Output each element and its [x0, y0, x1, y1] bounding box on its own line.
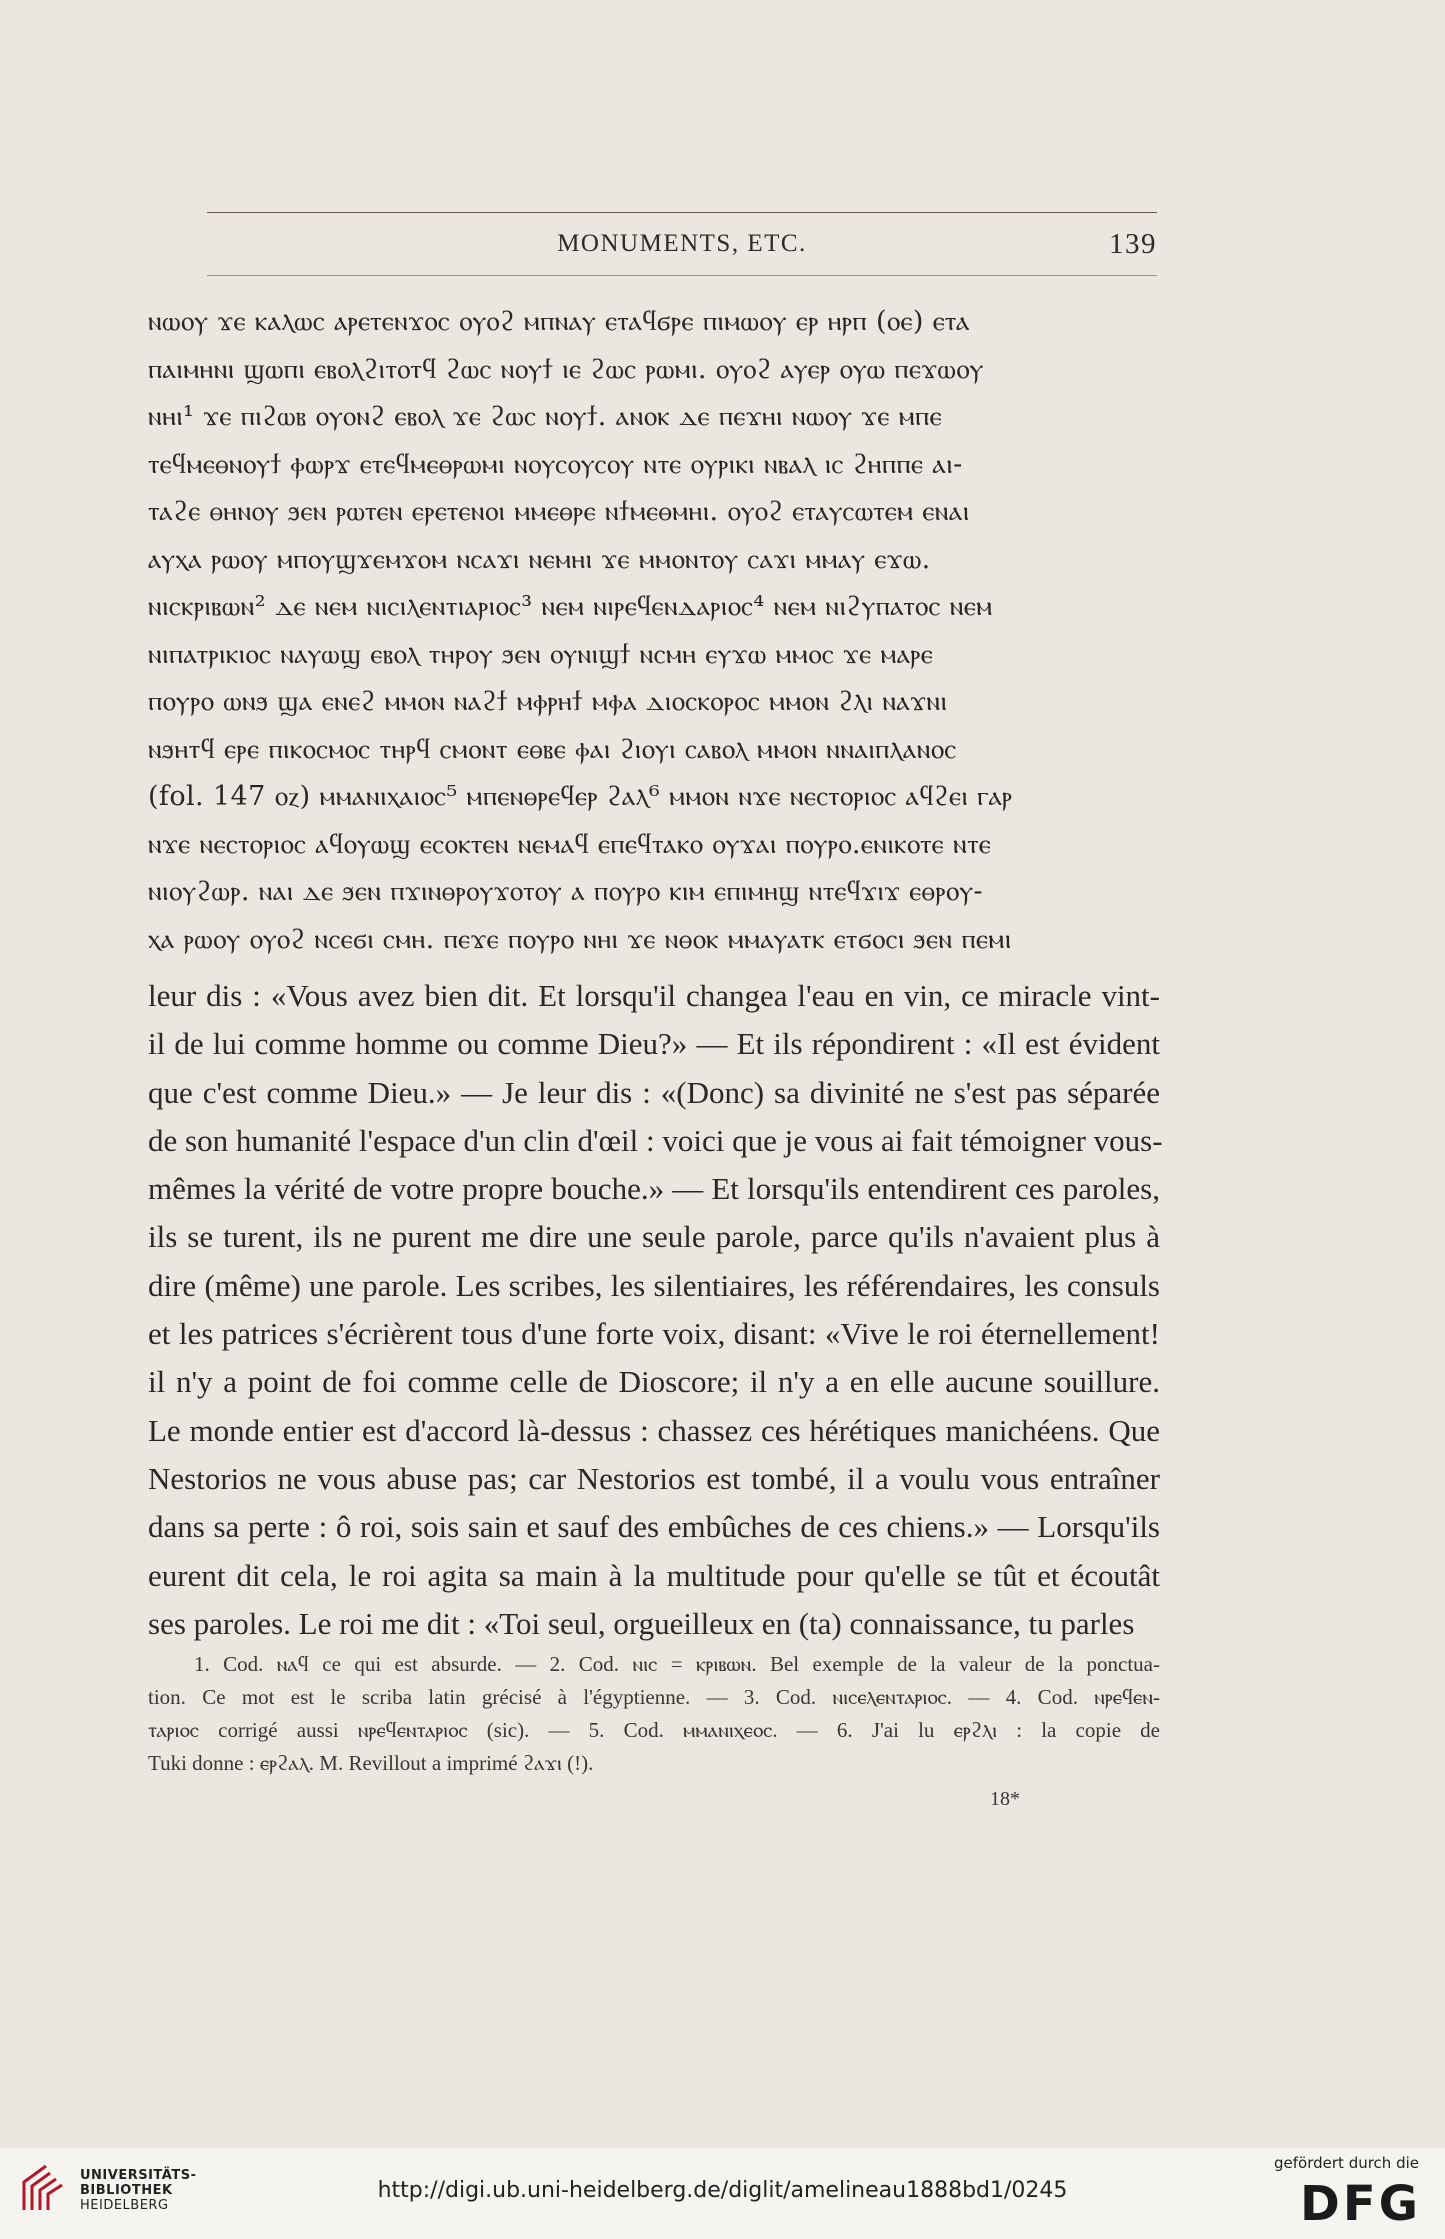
- translation-line: il de lui comme homme ou comme Dieu?» — Et ils répondirent : «Il est évident: [148, 1026, 1160, 1062]
- footnotes-block: [148, 1648, 1160, 1780]
- translation-line: eurent dit cela, le roi agita sa main à la multitude pour qu'elle se tût et écoutât: [148, 1557, 1160, 1593]
- footnote-line: 1. Cod. ⲛⲁϥ ce qui est absurde. — 2. Cod. ⲛⲓⲥ = ⲕⲣⲓⲃⲱⲛ. Bel exemple de la valeur de la ponctua-: [194, 1652, 1160, 1676]
- page-number: 139: [1109, 228, 1157, 260]
- translation-line: et les patrices s'écrièrent tous d'une forte voix, disant: «Vive le roi éternellement!: [148, 1316, 1160, 1352]
- digitization-footer: [0, 2148, 1445, 2239]
- permalink-url[interactable]: http://digi.ub.uni-heidelberg.de/diglit/amelineau1888bd1/0245: [377, 2178, 1068, 2203]
- coptic-line: ⲛⲓⲥⲕⲣⲓⲃⲱⲛ² ⲇⲉ ⲛⲉⲙ ⲛⲓⲥⲓⲗⲉⲛⲧⲓⲁⲣⲓⲟⲥ³ ⲛⲉⲙ ⲛⲓⲣⲉϥⲉⲛⲇⲁⲣⲓⲟⲥ⁴ ⲛⲉⲙ ⲛⲓϩⲩⲡⲁⲧⲟⲥ ⲛⲉⲙ: [148, 591, 993, 622]
- translation-line: leur dis : «Vous avez bien dit. Et lorsqu'il changea l'eau en vin, ce miracle vint-: [148, 978, 1160, 1013]
- coptic-line: ⲧⲁϩⲉ ⲑⲏⲛⲟⲩ ϧⲉⲛ ⲣⲱⲧⲉⲛ ⲉⲣⲉⲧⲉⲛⲟⲓ ⲙⲙⲉⲑⲣⲉ ⲛϯⲙⲉⲑⲙⲏⲓ. ⲟⲩⲟϩ ⲉⲧⲁⲩⲥⲱⲧⲉⲙ ⲉⲛⲁⲓ: [148, 496, 970, 527]
- library-name-line: HEIDELBERG: [80, 2198, 169, 2213]
- coptic-line: ⲛⲱⲟⲩ ϫⲉ ⲕⲁⲗⲱⲥ ⲁⲣⲉⲧⲉⲛϫⲟⲥ ⲟⲩⲟϩ ⲙⲡⲛⲁⲩ ⲉⲧⲁϥϭⲣⲉ ⲡⲓⲙⲱⲟⲩ ⲉⲣ ⲏⲣⲡ (ⲟⲉ) ⲉⲧⲁ: [148, 306, 970, 337]
- translation-line: dire (même) une parole. Les scribes, les silentiaires, les référendaires, les consuls: [148, 1267, 1160, 1303]
- running-title: MONUMENTS, ETC.: [557, 230, 807, 257]
- coptic-line: ⲛⲓⲡⲁⲧⲣⲓⲕⲓⲟⲥ ⲛⲁⲩⲱϣ ⲉⲃⲟⲗ ⲧⲏⲣⲟⲩ ϧⲉⲛ ⲟⲩⲛⲓϣϯ ⲛⲥⲙⲏ ⲉⲩϫⲱ ⲙⲙⲟⲥ ϫⲉ ⲙⲁⲣⲉ: [148, 638, 934, 670]
- translation-line: ils se turent, ils ne purent me dire une seule parole, parce qu'ils n'avaient plus à: [148, 1219, 1160, 1255]
- running-head: [207, 230, 1157, 266]
- translation-line: Le monde entier est d'accord là-dessus : chassez ces hérétiques manichéens. Que: [148, 1412, 1160, 1448]
- funding-label: gefördert durch die: [1274, 2154, 1419, 2172]
- coptic-line: ⲛⲓⲟⲩϩⲱⲣ. ⲛⲁⲓ ⲇⲉ ϧⲉⲛ ⲡϫⲓⲛⲑⲣⲟⲩϫⲟⲧⲟⲩ ⲁ ⲡⲟⲩⲣⲟ ⲕⲓⲙ ⲉⲡⲓⲙⲏϣ ⲛⲧⲉϥϫⲓϫ ⲉⲑⲣⲟⲩ-: [148, 876, 983, 907]
- footnote-line: Tuki donne : ⲉⲣϩⲁⲗ. M. Revillout a imprimé ϩⲁϫⲓ (!).: [148, 1751, 594, 1775]
- translation-line: mêmes la vérité de votre propre bouche.» — Et lorsqu'ils entendirent ces paroles,: [148, 1171, 1160, 1207]
- coptic-line: ⲡⲁⲓⲙⲏⲛⲓ ϣⲱⲡⲓ ⲉⲃⲟⲗϩⲓⲧⲟⲧϥ ϩⲱⲥ ⲛⲟⲩϯ ⲓⲉ ϩⲱⲥ ⲣⲱⲙⲓ. ⲟⲩⲟϩ ⲁⲩⲉⲣ ⲟⲩⲱ ⲡⲉϫⲱⲟⲩ: [148, 353, 984, 385]
- footnote-line: tion. Ce mot est le scriba latin grécisé à l'égyptienne. — 3. Cod. ⲛⲓⲥⲉⲗⲉⲛⲧⲁⲣⲓⲟⲥ. — 4. Cod. ⲛⲣⲉϥⲉⲛ-: [148, 1685, 1160, 1709]
- french-translation-block: [148, 972, 1163, 1648]
- coptic-text-block: [148, 298, 1158, 963]
- dfg-logo: DFG: [1299, 2176, 1421, 2232]
- translation-line: Nestorios ne vous abuse pas; car Nestorios est tombé, il a voulu vous entraîner: [148, 1460, 1160, 1496]
- translation-line: il n'y a point de foi comme celle de Dioscore; il n'y a en elle aucune souillure.: [148, 1364, 1160, 1400]
- coptic-line: ⲛϫⲉ ⲛⲉⲥⲧⲟⲣⲓⲟⲥ ⲁϥⲟⲩⲱϣ ⲉⲥⲟⲕⲧⲉⲛ ⲛⲉⲙⲁϥ ⲉⲡⲉϥⲧⲁⲕⲟ ⲟⲩϫⲁⲓ ⲡⲟⲩⲣⲟ.ⲉⲛⲓⲕⲟⲧⲉ ⲛⲧⲉ: [148, 828, 992, 860]
- coptic-line: (fol. 147 ⲟⲍ) ⲙⲙⲁⲛⲓⲭⲁⲓⲟⲥ⁵ ⲙⲡⲉⲛⲑⲣⲉϥⲉⲣ ϩⲁⲗ⁶ ⲙⲙⲟⲛ ⲛϫⲉ ⲛⲉⲥⲧⲟⲣⲓⲟⲥ ⲁϥϩⲉⲓ ⲅⲁⲣ: [148, 781, 1013, 812]
- header-rule: [207, 212, 1157, 213]
- coptic-line: ⲡⲟⲩⲣⲟ ⲱⲛϧ ϣⲁ ⲉⲛⲉϩ ⲙⲙⲟⲛ ⲛⲁϩϯ ⲙⲫⲣⲏϯ ⲙⲫⲁ ⲇⲓⲟⲥⲕⲟⲣⲟⲥ ⲙⲙⲟⲛ ϩⲗⲓ ⲛⲁϫⲛⲓ: [148, 686, 948, 717]
- signature-mark: 18*: [990, 1788, 1020, 1810]
- translation-line: que c'est comme Dieu.» — Je leur dis : «(Donc) sa divinité ne s'est pas séparée: [148, 1074, 1160, 1110]
- library-name-line: BIBLIOTHEK: [80, 2183, 173, 2198]
- coptic-line: ⲛⲏⲓ¹ ϫⲉ ⲡⲓϩⲱⲃ ⲟⲩⲟⲛϩ ⲉⲃⲟⲗ ϫⲉ ϩⲱⲥ ⲛⲟⲩϯ. ⲁⲛⲟⲕ ⲇⲉ ⲡⲉϫⲏⲓ ⲛⲱⲟⲩ ϫⲉ ⲙⲡⲉ: [148, 401, 942, 432]
- coptic-line: ⲧⲉϥⲙⲉⲑⲛⲟⲩϯ ⲫⲱⲣϫ ⲉⲧⲉϥⲙⲉⲑⲣⲱⲙⲓ ⲛⲟⲩⲥⲟⲩⲥⲟⲩ ⲛⲧⲉ ⲟⲩⲣⲓⲕⲓ ⲛⲃⲁⲗ ⲓⲥ ϩⲏⲡⲡⲉ ⲁⲓ-: [148, 448, 963, 480]
- footnote-line: ⲧⲁⲣⲓⲟⲥ corrigé aussi ⲛⲣⲉϥⲉⲛⲧⲁⲣⲓⲟⲥ (sic). — 5. Cod. ⲙⲙⲁⲛⲓⲭⲉⲟⲥ. — 6. J'ai lu ⲉⲣϩⲗⲓ : la copie de: [148, 1718, 1160, 1742]
- translation-line: de son humanité l'espace d'un clin d'œil : voici que je vous ai fait témoigner vous-: [148, 1122, 1163, 1158]
- coptic-line: ⲁⲩⲭⲁ ⲣⲱⲟⲩ ⲙⲡⲟⲩϣϫⲉⲙϫⲟⲙ ⲛⲥⲁϫⲓ ⲛⲉⲙⲏⲓ ϫⲉ ⲙⲙⲟⲛⲧⲟⲩ ⲥⲁϫⲓ ⲙⲙⲁⲩ ⲉϫⲱ.: [148, 543, 931, 575]
- library-name-line: UNIVERSITÄTS-: [80, 2168, 197, 2183]
- coptic-line: ⲭⲁ ⲣⲱⲟⲩ ⲟⲩⲟϩ ⲛⲥⲉϭⲓ ⲥⲙⲏ. ⲡⲉϫⲉ ⲡⲟⲩⲣⲟ ⲛⲏⲓ ϫⲉ ⲛⲑⲟⲕ ⲙⲙⲁⲩⲁⲧⲕ ⲉⲧϭⲟⲥⲓ ϧⲉⲛ ⲡⲉⲙⲓ: [148, 923, 1012, 955]
- header-subrule: [207, 275, 1157, 276]
- translation-line: ses paroles. Le roi me dit : «Toi seul, orgueilleux en (ta) connaissance, tu parles: [148, 1605, 1135, 1641]
- translation-line: dans sa perte : ô roi, sois sain et sauf des embûches de ces chiens.» — Lorsqu'ils: [148, 1509, 1160, 1545]
- coptic-line: ⲛϧⲏⲧϥ ⲉⲣⲉ ⲡⲓⲕⲟⲥⲙⲟⲥ ⲧⲏⲣϥ ⲥⲙⲟⲛⲧ ⲉⲑⲃⲉ ⲫⲁⲓ ϩⲓⲟⲩⲓ ⲥⲁⲃⲟⲗ ⲙⲙⲟⲛ ⲛⲛⲁⲓⲡⲗⲁⲛⲟⲥ: [148, 733, 957, 765]
